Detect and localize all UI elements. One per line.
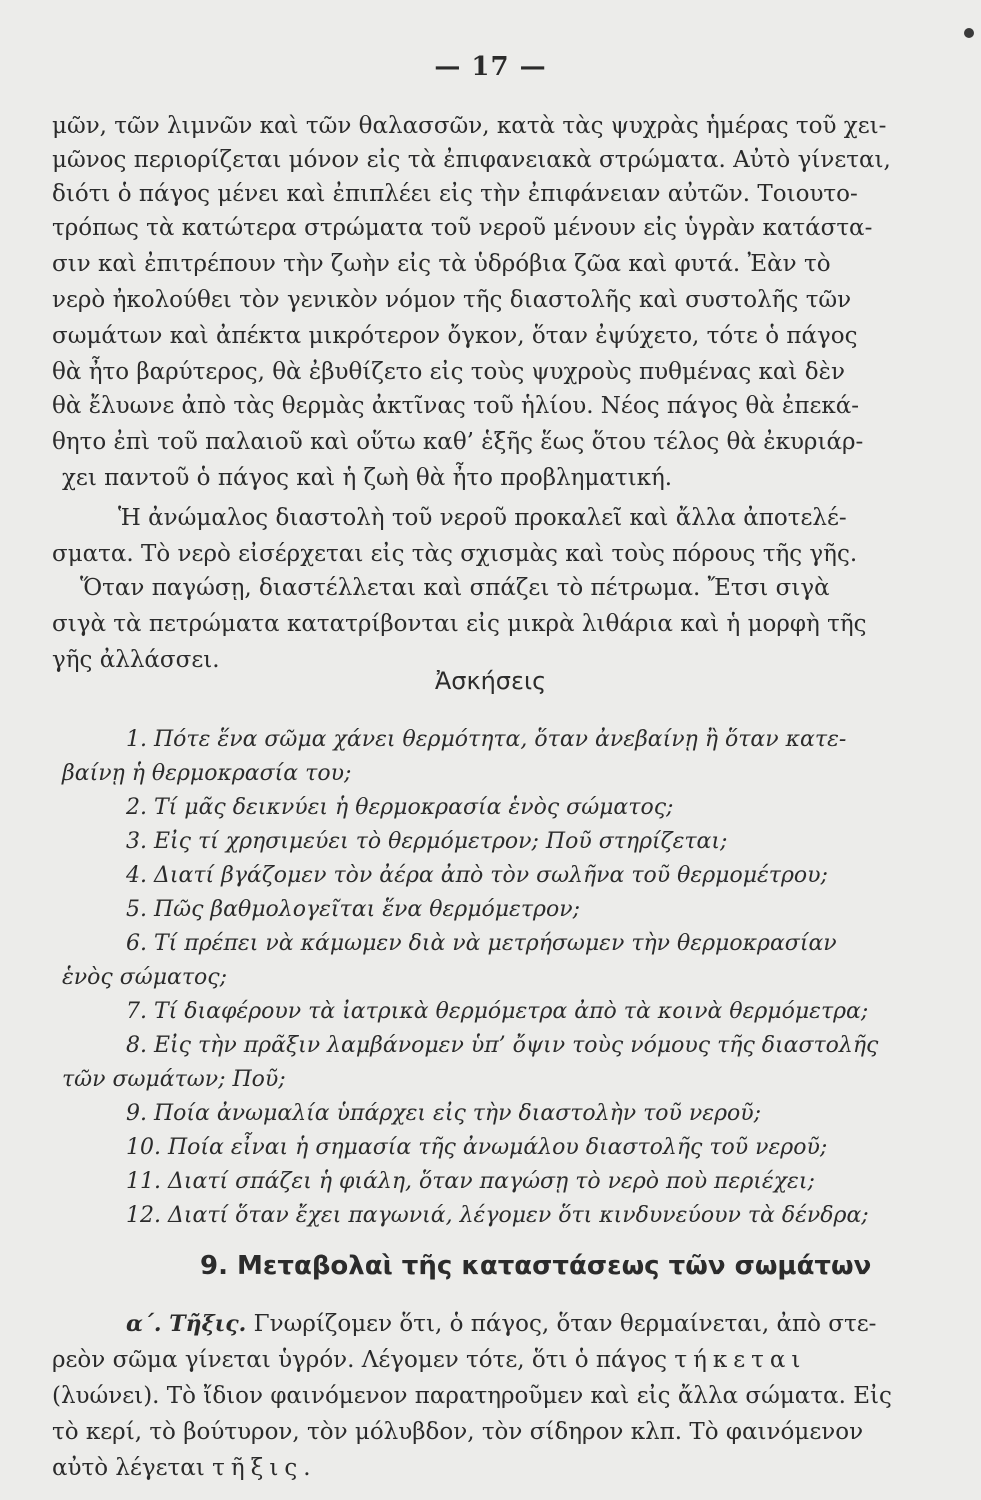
- text-line: θὰ ἦτο βαρύτερος, θὰ ἐβυθίζετο εἰς τοὺς ψυχροὺς πυθμένας καὶ δὲν: [52, 359, 845, 385]
- exercise-item: 11. Διατί σπάζει ἡ φιάλη, ὅταν παγώσῃ τὸ νερὸ ποὺ περιέχει;: [126, 1169, 815, 1194]
- text-line: [126, 1310, 876, 1338]
- subsection-text: Γνωρίζομεν ὅτι, ὁ πάγος, ὅταν θερμαίνεται, ἀπὸ στε-: [253, 1311, 877, 1337]
- text-line: [52, 1454, 317, 1482]
- exercise-item: 8. Εἰς τὴν πρᾶξιν λαμβάνομεν ὑπ’ ὄψιν τοὺς νόμους τῆς διαστολῆς: [126, 1033, 879, 1058]
- text-line: μῶν, τῶν λιμνῶν καὶ τῶν θαλασσῶν, κατὰ τὰς ψυχρὰς ἡμέρας τοῦ χει-: [52, 113, 887, 139]
- spaced-term: τήκεται: [674, 1347, 807, 1373]
- exercise-item: 5. Πῶς βαθμολογεῖται ἕνα θερμόμετρον;: [126, 897, 580, 922]
- exercise-item: 9. Ποία ἀνωμαλία ὑπάρχει εἰς τὴν διαστολὴν τοῦ νεροῦ;: [126, 1101, 762, 1126]
- exercise-item: 7. Τί διαφέρουν τὰ ἰατρικὰ θερμόμετρα ἀπὸ τὰ κοινὰ θερμόμετρα;: [126, 999, 869, 1024]
- text-line: σιγὰ τὰ πετρώματα κατατρίβονται εἰς μικρὰ λιθάρια καὶ ἡ μορφὴ τῆς: [52, 611, 867, 637]
- exercise-item: τῶν σωμάτων; Ποῦ;: [62, 1067, 286, 1092]
- text-line: τρόπως τὰ κατώτερα στρώματα τοῦ νεροῦ μένουν εἰς ὑγρὰν κατάστα-: [52, 215, 873, 241]
- text-line: σωμάτων καὶ ἀπέκτα μικρότερον ὄγκον, ὅταν ἐψύχετο, τότε ὁ πάγος: [52, 323, 858, 349]
- exercise-item: ἑνὸς σώματος;: [62, 965, 227, 990]
- punch-hole-mark: [964, 28, 974, 38]
- text-line: σματα. Τὸ νερὸ εἰσέρχεται εἰς τὰς σχισμὰς καὶ τοὺς πόρους τῆς γῆς.: [52, 541, 858, 567]
- page-number: — 17 —: [434, 52, 547, 82]
- exercise-item: 10. Ποία εἶναι ἡ σημασία τῆς ἀνωμάλου διαστολῆς τοῦ νεροῦ;: [126, 1135, 828, 1160]
- subsection-text: ρεὸν σῶμα γίνεται ὑγρόν. Λέγομεν τότε, ὅτι ὁ πάγος: [52, 1347, 668, 1373]
- exercise-item: 12. Διατί ὅταν ἔχει παγωνιά, λέγομεν ὅτι κινδυνεύουν τὰ δένδρα;: [126, 1203, 869, 1228]
- exercise-item: βαίνῃ ἡ θερμοκρασία του;: [62, 761, 352, 786]
- text-line: γῆς ἀλλάσσει.: [52, 647, 220, 673]
- text-line: διότι ὁ πάγος μένει καὶ ἐπιπλέει εἰς τὴν ἐπιφάνειαν αὐτῶν. Τοιουτο-: [52, 181, 858, 207]
- subsection-label: α΄. Τῆξις.: [126, 1311, 247, 1337]
- exercise-item: 1. Πότε ἕνα σῶμα χάνει θερμότητα, ὅταν ἀνεβαίνῃ ἢ ὅταν κατε-: [126, 727, 847, 752]
- exercise-item: 2. Τί μᾶς δεικνύει ἡ θερμοκρασία ἑνὸς σώματος;: [126, 795, 674, 820]
- text-line: νερὸ ἠκολούθει τὸν γενικὸν νόμον τῆς διαστολῆς καὶ συστολῆς τῶν: [52, 287, 852, 313]
- spaced-term: τῆξις.: [212, 1455, 317, 1481]
- text-line: θὰ ἔλυωνε ἀπὸ τὰς θερμὰς ἀκτῖνας τοῦ ἡλίου. Νέος πάγος θὰ ἐπεκά-: [52, 393, 860, 419]
- text-line: μῶνος περιορίζεται μόνον εἰς τὰ ἐπιφανειακὰ στρώματα. Αὐτὸ γίνεται,: [52, 147, 891, 173]
- text-line: τὸ κερί, τὸ βούτυρον, τὸν μόλυβδον, τὸν σίδηρον κλπ. Τὸ φαινόμενον: [52, 1419, 864, 1445]
- exercise-item: 4. Διατί βγάζομεν τὸν ἀέρα ἀπὸ τὸν σωλῆνα τοῦ θερμομέτρου;: [126, 863, 828, 888]
- section-title: 9. Μεταβολαὶ τῆς καταστάσεως τῶν σωμάτων: [200, 1251, 872, 1281]
- text-line: Ὅταν παγώσῃ, διαστέλλεται καὶ σπάζει τὸ πέτρωμα. Ἔτσι σιγὰ: [80, 575, 830, 601]
- text-line: [52, 1346, 806, 1374]
- text-line: Ἡ ἀνώμαλος διαστολὴ τοῦ νεροῦ προκαλεῖ καὶ ἄλλα ἀποτελέ-: [118, 505, 847, 531]
- exercises-heading: Ἀσκήσεις: [434, 667, 547, 695]
- text-line: σιν καὶ ἐπιτρέπουν τὴν ζωὴν εἰς τὰ ὑδρόβια ζῶα καὶ φυτά. Ἐὰν τὸ: [52, 251, 831, 277]
- text-line: χει παντοῦ ὁ πάγος καὶ ἡ ζωὴ θὰ ἦτο προβληματική.: [62, 465, 673, 491]
- subsection-text: αὐτὸ λέγεται: [52, 1455, 205, 1481]
- exercise-item: 3. Εἰς τί χρησιμεύει τὸ θερμόμετρον; Ποῦ στηρίζεται;: [126, 829, 728, 854]
- text-line: (λυώνει). Τὸ ἴδιον φαινόμενον παρατηροῦμεν καὶ εἰς ἄλλα σώματα. Εἰς: [52, 1383, 892, 1409]
- exercise-item: 6. Τί πρέπει νὰ κάμωμεν διὰ νὰ μετρήσωμεν τὴν θερμοκρασίαν: [126, 931, 837, 956]
- text-line: θητο ἐπὶ τοῦ παλαιοῦ καὶ οὕτω καθ’ ἑξῆς ἕως ὅτου τέλος θὰ ἐκυριάρ-: [52, 429, 864, 455]
